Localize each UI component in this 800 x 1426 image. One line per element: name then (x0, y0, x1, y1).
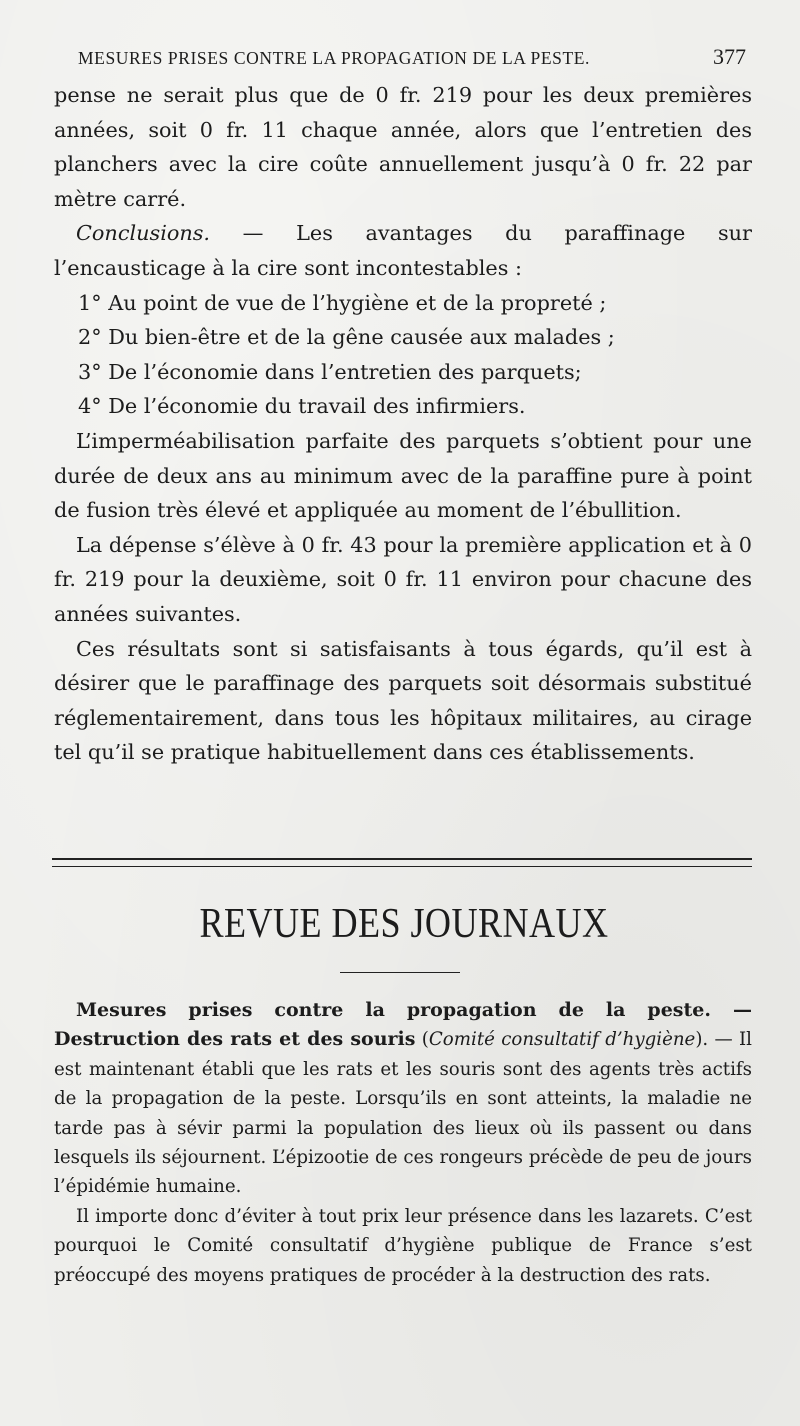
source-italic: Comité consultatif d’hygiène (428, 1029, 696, 1051)
page-number: 377 (713, 44, 746, 69)
paragraph-lazarets: Il importe donc d’éviter à tout prix leur présence dans les lazarets. C’est pourquoi le Comité consultatif d’hygiène publique de France s’est préoccupé des moyens pratiques de procéder à la destruction des rats. (54, 1205, 752, 1286)
paragraph-continuation: pense ne serait plus que de 0 fr. 219 pour les deux premières années, soit 0 fr. 11 chaque année, alors que l’entretien des planchers avec la cire coûte annuellement jusqu’à 0 fr. 22 par mètre carré. (54, 83, 752, 211)
bottom-body-text (54, 996, 752, 1290)
list-item: 3° De l’économie dans l’entretien des parquets; (78, 359, 582, 384)
section-rule-bottom (52, 866, 752, 867)
paragraph-depense: La dépense s’élève à 0 fr. 43 pour la première application et à 0 fr. 219 pour la deuxième, soit 0 fr. 11 environ pour chacune des années suivantes. (54, 532, 752, 626)
list-item: 1° Au point de vue de l’hygiène et de la propreté ; (78, 290, 607, 315)
running-header (78, 44, 746, 70)
paren-open: ( (415, 1029, 429, 1051)
list-item: 2° Du bien-être et de la gêne causée aux malades ; (78, 325, 615, 350)
conclusions-text: — Les avantages du paraffinage sur l’encausticage à la cire sont incontestables : (54, 221, 752, 280)
paragraph-impermeabilisation: L’imperméabilisation parfaite des parquets s’obtient pour une durée de deux ans au minimum avec de la paraffine pure à point de fusion très élevé et appliquée au moment de l’ébullition. (54, 428, 752, 523)
paragraph-lead (54, 996, 752, 1202)
conclusions-label: Conclusions. (76, 221, 211, 246)
section-title: REVUE DES JOURNAUX (199, 901, 609, 947)
top-body-text (54, 78, 752, 770)
lead-body: ). — Il est maintenant établi que les rats et les souris sont des agents très actifs de la propagation de la peste. Lorsqu’ils en sont atteints, la maladie ne tarde pas à sévir parmi la population des lieux où ils passent ou dans lesquels ils séjournent. L’épizootie de ces rongeurs précède de peu de jours l’épidémie humaine. (54, 1029, 752, 1198)
paragraph-resultats: Ces résultats sont si satisfaisants à tous égards, qu’il est à désirer que le paraffinage des parquets soit désormais substitué réglementairement, dans tous les hôpitaux militaires, au cirage tel qu’il se pratique habituellement dans ces établissements. (54, 636, 752, 765)
list-item: 4° De l’économie du travail des infirmiers. (78, 394, 526, 419)
article-heading: Mesures prises contre la propagation de la peste. — Destruction des rats et des souris (54, 999, 752, 1051)
section-rule-top (52, 858, 752, 860)
title-underline (340, 972, 460, 973)
running-title: MESURES PRISES CONTRE LA PROPAGATION DE LA PESTE. (78, 48, 591, 68)
paragraph-conclusions (54, 216, 752, 285)
